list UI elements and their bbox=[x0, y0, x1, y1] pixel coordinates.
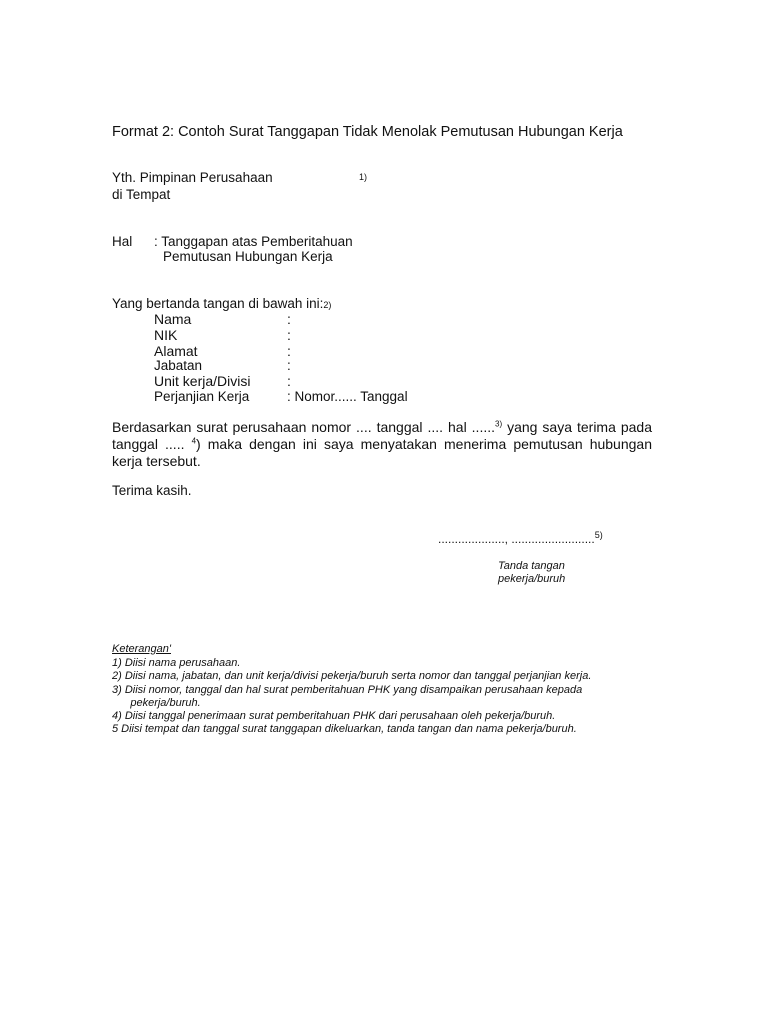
note-item: 1) Diisi nama perusahaan. bbox=[112, 657, 241, 669]
note-item: 4) Diisi tanggal penerimaan surat pemberitahuan PHK dari perusahaan oleh pekerja/buruh. bbox=[112, 710, 556, 722]
place-date-dots: ...................., ......................... bbox=[438, 532, 595, 546]
field-label: NIK bbox=[154, 327, 178, 343]
addressee-footnote-ref: 1) bbox=[359, 172, 368, 182]
intro-label: Yang bertanda tangan di bawah ini: bbox=[112, 296, 324, 311]
body-paragraph bbox=[112, 419, 652, 470]
footnote-ref-5: 5) bbox=[594, 530, 603, 540]
field-value: : Nomor...... Tanggal bbox=[287, 389, 408, 404]
subject-line2: Pemutusan Hubungan Kerja bbox=[163, 249, 333, 264]
field-label: Alamat bbox=[154, 343, 198, 359]
field-label: Unit kerja/Divisi bbox=[154, 373, 251, 389]
field-label: Perjanjian Kerja bbox=[154, 389, 250, 404]
intro-footnote-ref: 2) bbox=[323, 300, 332, 310]
signature-place-date bbox=[438, 530, 603, 546]
note-item-continuation: pekerja/buruh. bbox=[112, 697, 201, 709]
note-item: 2) Diisi nama, jabatan, dan unit kerja/divisi pekerja/buruh serta nomor dan tanggal perjanjian kerja. bbox=[112, 670, 592, 682]
addressee-line1: Yth. Pimpinan Perusahaan bbox=[112, 170, 273, 185]
subject-label: Hal bbox=[112, 234, 133, 249]
footnote-ref-4: 4 bbox=[191, 436, 197, 446]
note-item: 3) Diisi nomor, tanggal dan hal surat pemberitahuan PHK yang disampaikan perusahaan kepada bbox=[112, 684, 583, 696]
field-value: : bbox=[287, 311, 291, 327]
body-text-part3: ) maka dengan ini saya menyatakan menerima pemutusan hubungan kerja tersebut. bbox=[112, 436, 652, 469]
field-value: : bbox=[287, 358, 291, 373]
document-title: Format 2: Contoh Surat Tanggapan Tidak Menolak Pemutusan Hubungan Kerja bbox=[112, 124, 623, 140]
notes-heading: Keterangan' bbox=[112, 643, 171, 655]
closing-text: Terima kasih. bbox=[112, 483, 192, 498]
intro-text bbox=[112, 296, 331, 311]
field-value: : bbox=[287, 327, 291, 343]
signature-label-line1: Tanda tangan bbox=[498, 560, 565, 572]
field-label: Jabatan bbox=[154, 358, 203, 373]
subject-line1: : Tanggapan atas Pemberitahuan bbox=[154, 234, 353, 249]
footnote-ref-3: 3) bbox=[495, 419, 503, 429]
field-value: : bbox=[287, 343, 291, 359]
note-item: 5 Diisi tempat dan tanggal surat tanggapan dikeluarkan, tanda tangan dan nama pekerja/buruh. bbox=[112, 723, 577, 735]
field-value: : bbox=[287, 373, 291, 389]
signature-label-line2: pekerja/buruh bbox=[498, 573, 566, 585]
addressee-line2: di Tempat bbox=[112, 187, 171, 202]
body-text-part2: yang saya terima pada tanggal ..... bbox=[112, 419, 652, 452]
body-text-part1: Berdasarkan surat perusahaan nomor .... tanggal .... hal ...... bbox=[112, 419, 495, 435]
field-label: Nama bbox=[154, 311, 192, 327]
